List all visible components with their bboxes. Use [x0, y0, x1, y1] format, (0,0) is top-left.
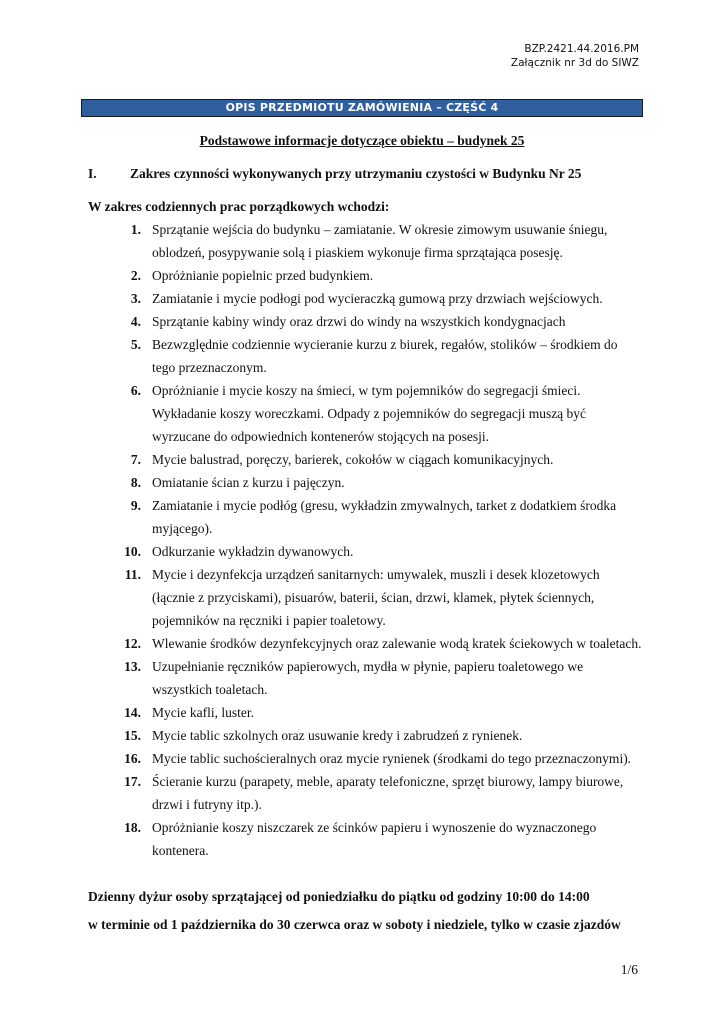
task-list-item: [88, 333, 648, 379]
task-number: 18.: [124, 820, 141, 835]
task-list-item: [88, 816, 648, 862]
task-text-line: Bezwzględnie codziennie wycieranie kurzu z biurek, regałów, stolików – środkiem do: [152, 337, 618, 352]
task-text-line: Ścieranie kurzu (parapety, meble, aparaty telefoniczne, sprzęt biurowy, lampy biurowe,: [152, 774, 624, 789]
task-text-line: wszystkich toaletach.: [152, 682, 268, 697]
task-list-item: [88, 471, 648, 494]
task-text-line: pojemników na ręczniki i papier toaletowy.: [152, 613, 386, 628]
section-heading: [88, 166, 581, 182]
task-text-line: Omiatanie ścian z kurzu i pajęczyn.: [152, 475, 345, 490]
task-text-line: drzwi i futryny itp.).: [152, 797, 262, 812]
task-text-line: (łącznie z przyciskami), pisuarów, baterii, ścian, drzwi, klamek, płytek ściennych,: [152, 590, 595, 605]
task-list-item: [88, 264, 648, 287]
task-list-item: [88, 448, 648, 471]
task-list-item: [88, 655, 648, 701]
task-text-line: kontenera.: [152, 843, 209, 858]
task-number: 10.: [124, 544, 141, 559]
task-text-line: Zamiatanie i mycie podłóg (gresu, wykładzin zmywalnych, tarket z dodatkiem środka: [152, 498, 617, 513]
task-list-item: [88, 218, 648, 264]
task-text-line: Zamiatanie i mycie podłogi pod wycieraczką gumową przy drzwiach wejściowych.: [152, 291, 603, 306]
task-text-line: Mycie balustrad, poręczy, barierek, cokołów w ciągach komunikacyjnych.: [152, 452, 554, 467]
task-text-line: Wykładanie koszy woreczkami. Odpady z pojemników do segregacji muszą być: [152, 406, 587, 421]
task-text-line: Mycie kafli, luster.: [152, 705, 254, 720]
task-text-line: tego przeznaczonym.: [152, 360, 267, 375]
task-text-line: Opróżnianie popielnic przed budynkiem.: [152, 268, 374, 283]
task-text-line: Mycie i dezynfekcja urządzeń sanitarnych: umywalek, muszli i desek klozetowych: [152, 567, 600, 582]
task-number: 6.: [130, 383, 141, 398]
task-number: 9.: [130, 498, 141, 513]
document-subtitle: Podstawowe informacje dotyczące obiektu – budynek 25: [199, 133, 525, 148]
page-number: 1/6: [620, 962, 638, 977]
task-text-line: Odkurzanie wykładzin dywanowych.: [152, 544, 354, 559]
attachment-label: Załącznik nr 3d do SIWZ: [510, 57, 639, 69]
task-text-line: Opróżnianie i mycie koszy na śmieci, w tym pojemników do segregacji śmieci.: [152, 383, 581, 398]
task-list-item: [88, 310, 648, 333]
task-list-item: [88, 770, 648, 816]
section-title: Zakres czynności wykonywanych przy utrzymaniu czystości w Budynku Nr 25: [130, 166, 582, 181]
task-number: 12.: [124, 636, 141, 651]
task-number: 17.: [124, 774, 141, 789]
task-list-item: [88, 563, 648, 632]
task-list: [88, 218, 648, 862]
task-list-item: [88, 379, 648, 448]
task-text-line: Sprzątanie kabiny windy oraz drzwi do windy na wszystkich kondygnacjach: [152, 314, 566, 329]
task-list-item: [88, 632, 648, 655]
task-number: 13.: [124, 659, 141, 674]
task-list-item: [88, 701, 648, 724]
duty-paragraph-line: w terminie od 1 października do 30 czerwca oraz w soboty i niedziele, tylko w czasie zjazdów: [88, 917, 621, 932]
document-reference: [511, 42, 639, 70]
task-text-line: Opróżnianie koszy niszczarek ze ścinków papieru i wynoszenie do wyznaczonego: [152, 820, 597, 835]
task-text-line: wyrzucane do odpowiednich kontenerów stojących na posesji.: [152, 429, 490, 444]
task-text-line: Mycie tablic szkolnych oraz usuwanie kredy i zabrudzeń z rynienek.: [152, 728, 523, 743]
task-list-item: [88, 724, 648, 747]
task-list-item: [88, 287, 648, 310]
task-number: 7.: [130, 452, 141, 467]
task-number: 2.: [130, 268, 141, 283]
task-number: 8.: [130, 475, 141, 490]
task-text-line: oblodzeń, posypywanie solą i piaskiem wykonuje firma sprzątająca posesję.: [152, 245, 563, 260]
section-number: I.: [88, 166, 97, 181]
task-number: 4.: [130, 314, 141, 329]
task-number: 11.: [124, 567, 141, 582]
task-list-item: [88, 540, 648, 563]
duty-paragraph: [88, 883, 640, 939]
task-number: 16.: [124, 751, 141, 766]
document-title: OPIS PRZEDMIOTU ZAMÓWIENIA – CZĘŚĆ 4: [81, 99, 643, 117]
reference-number: BZP.2421.44.2016.PM: [524, 43, 639, 55]
task-text-line: Mycie tablic suchościeralnych oraz mycie rynienek (środkami do tego przeznaczonymi).: [152, 751, 632, 766]
task-number: 3.: [130, 291, 141, 306]
duty-paragraph-line: Dzienny dyżur osoby sprzątającej od poniedziałku do piątku od godziny 10:00 do 14:00: [88, 889, 590, 904]
task-list-item: [88, 747, 648, 770]
task-number: 15.: [124, 728, 141, 743]
task-list-item: [88, 494, 648, 540]
list-intro: W zakres codziennych prac porządkowych wchodzi:: [88, 199, 390, 214]
task-number: 5.: [130, 337, 141, 352]
task-text-line: Sprzątanie wejścia do budynku – zamiatanie. W okresie zimowym usuwanie śniegu,: [152, 222, 608, 237]
task-number: 14.: [124, 705, 141, 720]
task-text-line: Uzupełnianie ręczników papierowych, mydła w płynie, papieru toaletowego we: [152, 659, 584, 674]
task-number: 1.: [130, 222, 141, 237]
task-text-line: myjącego).: [152, 521, 213, 536]
task-text-line: Wlewanie środków dezynfekcyjnych oraz zalewanie wodą kratek ściekowych w toaletach.: [152, 636, 642, 651]
